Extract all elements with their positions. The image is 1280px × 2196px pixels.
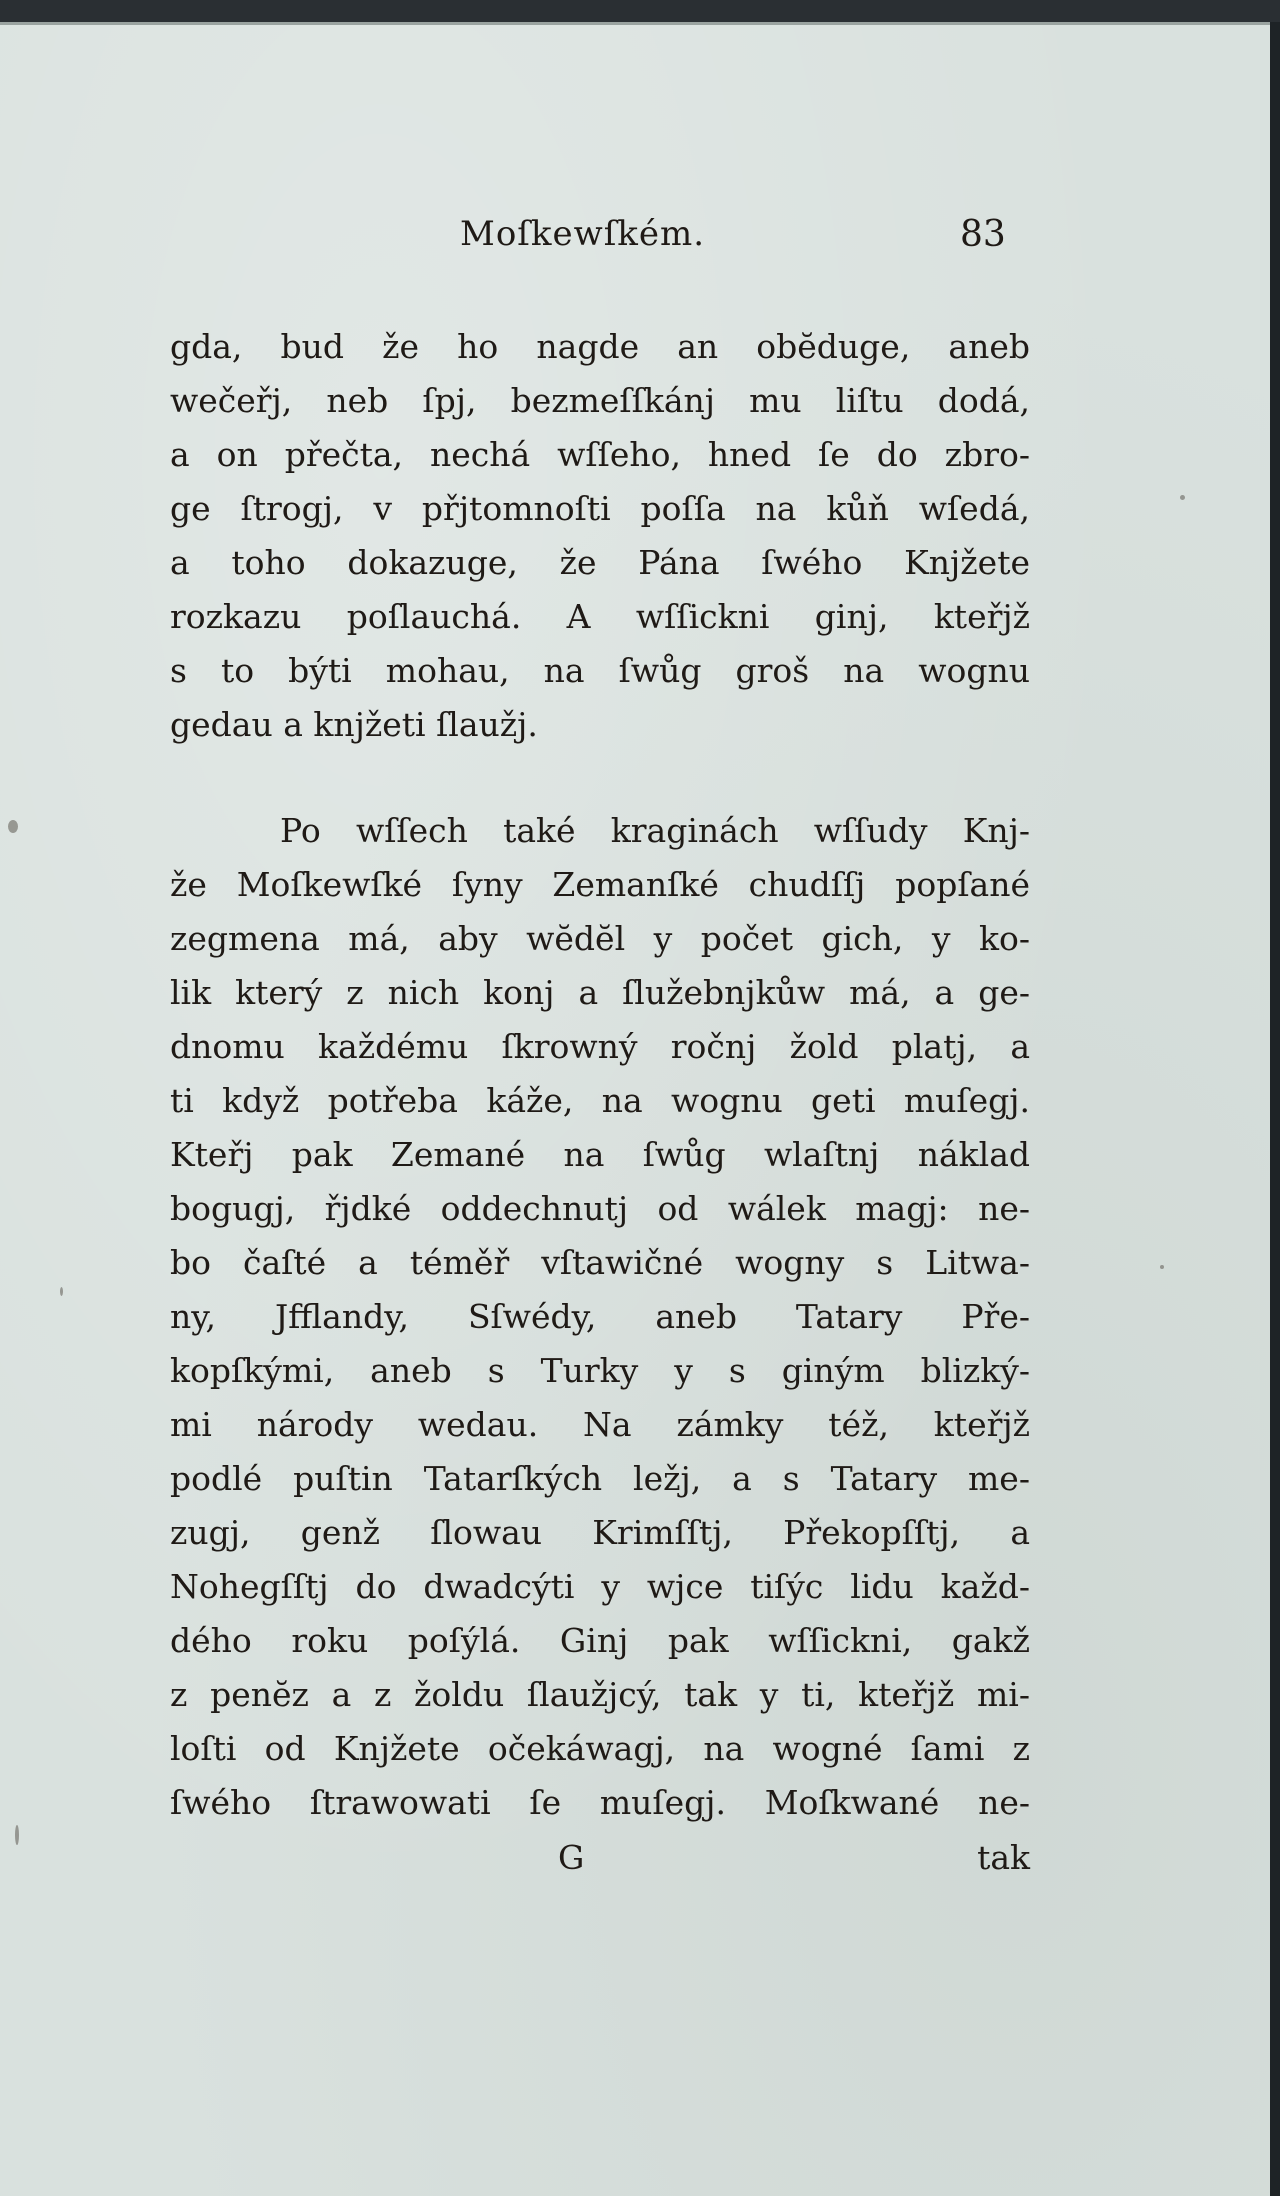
text-line: ny, Jfflandy, Sſwédy, aneb Tatary Pře-: [170, 1297, 1030, 1336]
running-title: Moſkewſkém.: [460, 214, 706, 254]
paragraph-1: [170, 320, 1030, 752]
text-line: gda, bud že ho nagde an obĕduge, aneb: [170, 327, 1030, 366]
catchword: tak: [977, 1838, 1030, 1877]
page-footer: [170, 1838, 1030, 1892]
text-line: ge ſtrogj, v přjtomnoſti poſſa na kůň wſedá,: [170, 489, 1030, 528]
text-line: bogugj, řjdké oddechnutj od wálek magj: ne-: [170, 1189, 1030, 1228]
paragraph-gap: [170, 752, 1030, 804]
text-line: ti když potřeba káže, na wognu geti muſegj.: [170, 1081, 1030, 1120]
text-line: dnomu každému ſkrowný ročnj žold platj, a: [170, 1027, 1030, 1066]
ink-speck: [8, 820, 18, 833]
text-line: s to býti mohau, na ſwůg groš na wognu: [170, 651, 1030, 690]
text-line: podlé puſtin Tatarſkých ležj, a s Tatary me-: [170, 1459, 1030, 1498]
text-line: Po wſſech také kraginách wſſudy Knj-: [280, 811, 1030, 850]
body-text: [170, 320, 1030, 1830]
text-line: zugj, genž ſlowau Krimſſtj, Překopſſtj, a: [170, 1513, 1030, 1552]
text-line: Kteřj pak Zemané na ſwůg wlaſtnj náklad: [170, 1135, 1030, 1174]
text-line: zegmena má, aby wĕdĕl y počet gich, y ko-: [170, 919, 1030, 958]
text-line: Nohegſſtj do dwadcýti y wjce tiſýc lidu každ-: [170, 1567, 1030, 1606]
running-head: [170, 208, 1030, 268]
text-line: loſti od Knjžete očekáwagj, na wogné ſami z: [170, 1729, 1030, 1768]
signature-mark: G: [558, 1838, 585, 1877]
paragraph-2: [170, 804, 1030, 1830]
text-line: bo čaſté a téměř vſtawičné wogny s Litwa-: [170, 1243, 1030, 1282]
text-line: dého roku poſýlá. Ginj pak wſſickni, gakž: [170, 1621, 1030, 1660]
text-line: mi národy wedau. Na zámky též, kteřjž: [170, 1405, 1030, 1444]
text-line: že Moſkewſké ſyny Zemanſké chudſſj popſané: [170, 865, 1030, 904]
text-line: kopſkými, aneb s Turky y s giným blizký-: [170, 1351, 1030, 1390]
text-line: z penĕz a z žoldu ſlaužjcý, tak y ti, kteřjž mi-: [170, 1675, 1030, 1714]
text-line: gedau a knjžeti ſlaužj.: [170, 705, 538, 744]
text-line: a on přečta, nechá wſſeho, hned ſe do zbro-: [170, 435, 1030, 474]
text-line: lik který z nich konj a ſlužebnjkůw má, a ge-: [170, 973, 1030, 1012]
page-number: 83: [960, 214, 1006, 255]
text-line: a toho dokazuge, že Pána ſwého Knjžete: [170, 543, 1030, 582]
text-line: wečeřj, neb ſpj, bezmeſſkánj mu liſtu dodá,: [170, 381, 1030, 420]
page-edge-shadow: [1270, 22, 1280, 2196]
ink-speck: [1180, 495, 1185, 500]
ink-speck: [1160, 1265, 1164, 1269]
text-line: rozkazu poſlauchá. A wſſickni ginj, kteřjž: [170, 597, 1030, 636]
ink-speck: [60, 1287, 63, 1296]
ink-speck: [15, 1825, 19, 1845]
text-line: ſwého ſtrawowati ſe muſegj. Moſkwané ne-: [170, 1783, 1030, 1822]
